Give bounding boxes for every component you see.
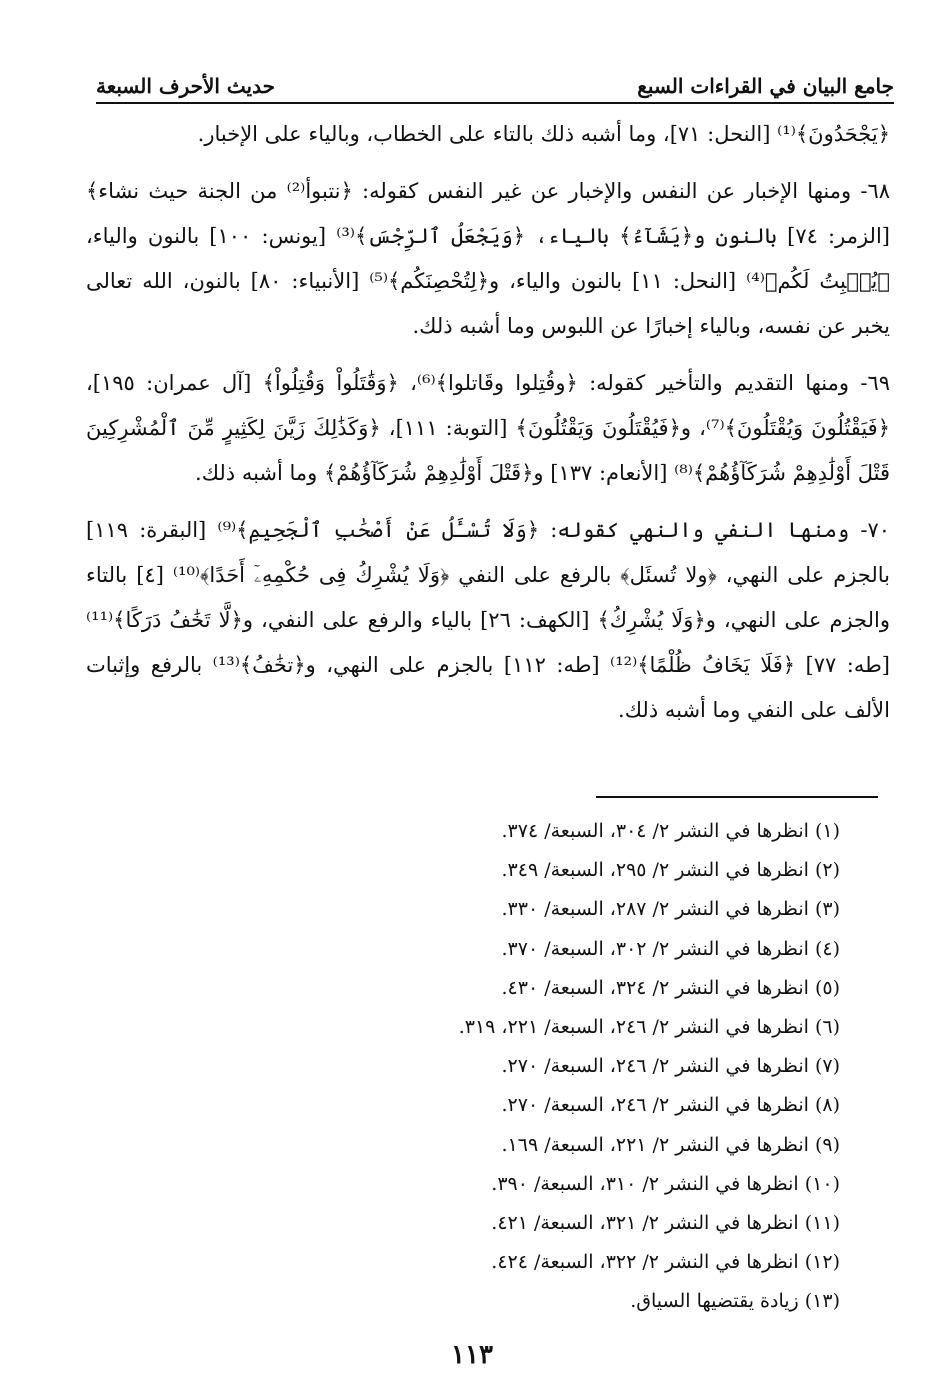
footnote: (٧) انظرها في النشر ٢/ ٢٤٦، السبعة/ ٢٧٠. <box>501 1055 840 1078</box>
footnote: (٦) انظرها في النشر ٢/ ٢٤٦، السبعة/ ٢٢١، ٣١٩. <box>458 1015 840 1038</box>
paragraph: ٦٩- ومنها التقديم والتأخير كقوله: ﴿وقُتِلوا وقَاتلوا﴾⁽⁶⁾، ﴿وَقَٰتَلُواْ وَقُتِلُواْ﴾ [آل عمران: ١٩٥]، ﴿فَيَقْتُلُونَ وَيُقْتَلُونَ﴾⁽⁷⁾، و﴿فَيُقْتَلُونَ وَيَقْتُلُونَ﴾ [التوبة: ١١١]، ﴿وَكَذَٰلِكَ زَيَّنَ لِكَثِيرٍ مِّنَ ٱلْمُشْرِكِينَ قَتْلَ أَوْلَٰدِهِمْ شُرَكَآؤُهُمْ﴾⁽⁸⁾ [الأنعام: ١٣٧] و﴿قَتْلَ أَوْلَٰدِهِمْ شُرَكَآؤُهُمْ﴾ وما أشبه ذلك. <box>86 371 891 485</box>
footnote: (٣) انظرها في النشر ٢/ ٢٨٧، السبعة/ ٣٣٠. <box>501 898 840 921</box>
page-number: ١١٣ <box>451 1340 493 1370</box>
footnote: (١٢) انظرها في النشر ٢/ ٣٢٢، السبعة/ ٤٢٤. <box>491 1251 840 1274</box>
footnote: (٩) انظرها في النشر ٢/ ٢٢١، السبعة/ ١٦٩. <box>501 1133 840 1156</box>
footnote-divider <box>596 796 878 798</box>
footnote: (١) انظرها في النشر ٢/ ٣٠٤، السبعة/ ٣٧٤. <box>501 820 840 842</box>
footnote: (٤) انظرها في النشر ٢/ ٣٠٢، السبعة/ ٣٧٠. <box>501 937 840 960</box>
footnote: (٥) انظرها في النشر ٢/ ٣٢٤، السبعة/ ٤٣٠. <box>501 976 840 999</box>
paragraph: ٦٨- ومنها الإخبار عن النفس والإخبار عن غير النفس كقوله: ﴿نتبوأ⁽²⁾ من الجنة حيث نشاء﴾ [الزمر: ٧٤] بالنون و﴿يَشَآءُ﴾ بالياء، ﴿وَيَجْعَلُ ٱلرِّجْسَ﴾⁽³⁾ [يونس: ١٠٠] بالنون والياء، ﴿يُنۢبِتُ لَكُم﴾⁽⁴⁾ [النحل: ١١] بالنون والياء، و﴿لِتُحْصِنَكُم﴾⁽⁵⁾ [الأنبياء: ٨٠] بالنون، الله تعالى يخبر عن نفسه، وبالياء إخبارًا عن اللبوس وما أشبه ذلك. <box>86 179 891 338</box>
footnote: (١١) انظرها في النشر ٢/ ٣٢١، السبعة/ ٤٢١. <box>491 1211 840 1234</box>
footnotes <box>100 812 840 1321</box>
footnote: (١٠) انظرها في النشر ٢/ ٣١٠، السبعة/ ٣٩٠. <box>491 1172 840 1195</box>
paragraph: ﴿يَجْحَدُونَ﴾⁽¹⁾ [النحل: ٧١]، وما أشبه ذلك بالتاء على الخطاب، وبالياء على الإخبار. <box>197 122 890 146</box>
footnote: (٢) انظرها في النشر ٢/ ٢٩٥، السبعة/ ٣٤٩. <box>501 859 840 882</box>
footnote: (٨) انظرها في النشر ٢/ ٢٤٦، السبعة/ ٢٧٠. <box>501 1094 840 1117</box>
header-book-title: جامع البيان في القراءات السبع <box>637 74 894 98</box>
main-text <box>86 112 890 745</box>
header-chapter-title: حديث الأحرف السبعة <box>96 74 275 98</box>
running-header <box>96 52 894 104</box>
paragraph: ٧٠- ومنها النفي والنهي كقوله: ﴿وَلَا تُسْـَٔلُ عَنْ أَصْحَٰبِ ٱلْجَحِيمِ﴾⁽⁹⁾ [البقرة: ١١٩] بالجزم على النهي، ﴿ولا تُسئَل﴾ بالرفع على النفي ﴿وَلَا يُشْرِكُ فِى حُكْمِهِۦٓ أَحَدًا﴾⁽¹⁰⁾ [٤] بالتاء والجزم على النهي، و﴿وَلَا يُشْرِكُ﴾ [الكهف: ٢٦] بالياء والرفع على النفي، و﴿لَّا تَخَٰفُ دَرَكًا﴾⁽¹¹⁾ [طه: ٧٧] ﴿فَلَا يَخَافُ ظُلْمًا﴾⁽¹²⁾ [طه: ١١٢] بالجزم على النهي، و﴿تخَٰفُ﴾⁽¹³⁾ بالرفع وإثبات الألف على النفي وما أشبه ذلك. <box>86 518 891 722</box>
footnote: (١٣) زيادة يقتضيها السياق. <box>630 1290 840 1313</box>
